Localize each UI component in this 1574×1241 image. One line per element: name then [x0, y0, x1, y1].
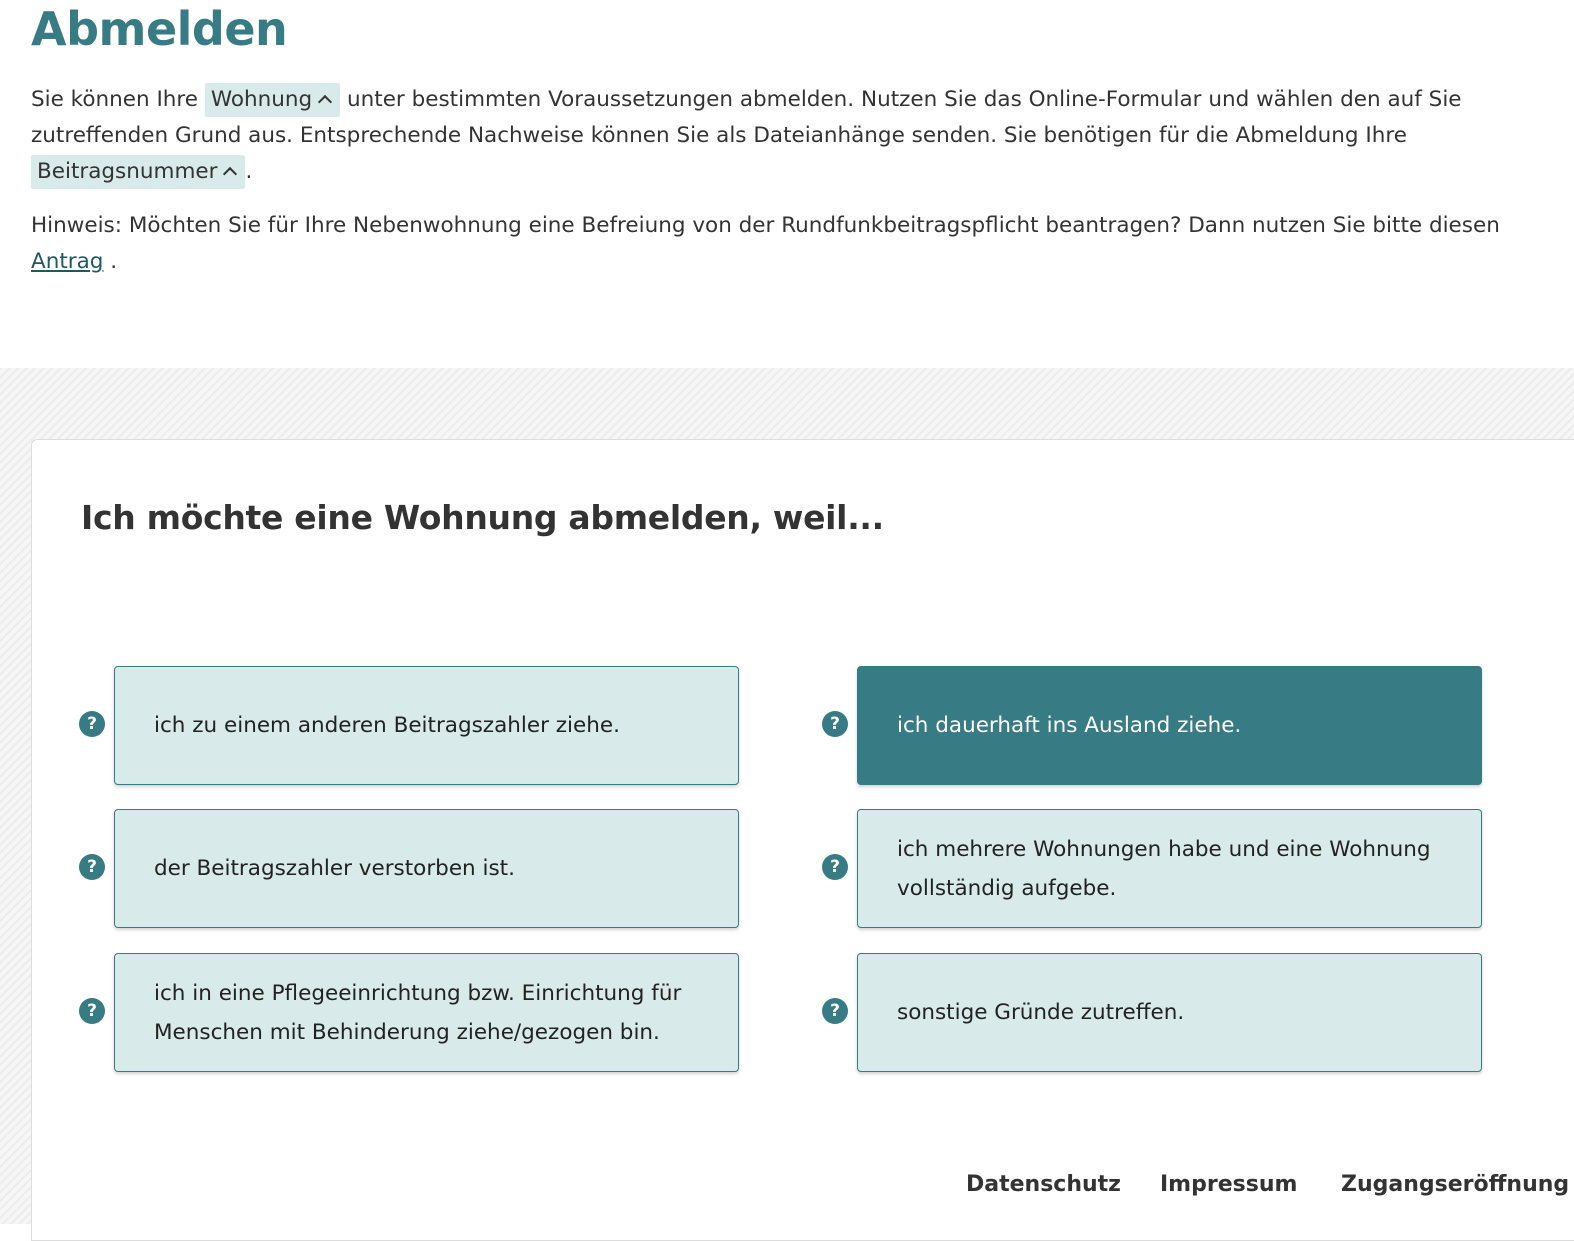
option-mehrere-wohnungen[interactable] [857, 809, 1482, 928]
help-icon[interactable]: ? [79, 711, 105, 737]
option-ausland[interactable] [857, 666, 1482, 785]
footer-link-impressum[interactable]: Impressum [1160, 1172, 1298, 1197]
option-label: ich zu einem anderen Beitragszahler ziehe. [154, 713, 620, 738]
option-anderer-beitragszahler[interactable] [114, 666, 739, 785]
help-icon[interactable]: ? [822, 711, 848, 737]
intro-section [0, 0, 1574, 368]
option-label: ich dauerhaft ins Ausland ziehe. [897, 713, 1242, 738]
form-card [31, 439, 1574, 1241]
term-beitragsnummer-label: Beitragsnummer [37, 159, 218, 184]
help-icon[interactable]: ? [822, 854, 848, 880]
option-verstorben[interactable] [114, 809, 739, 928]
option-sonstige-gruende[interactable] [857, 953, 1482, 1072]
hint-paragraph [31, 208, 1521, 280]
option-label: der Beitragszahler verstorben ist. [154, 856, 515, 881]
hint-text: Hinweis: Möchten Sie für Ihre Nebenwohnung eine Befreiung von der Rundfunkbeitragspflicht beantragen? Dann nutzen Sie bitte diesen [31, 213, 1500, 238]
option-label: sonstige Gründe zutreffen. [897, 1000, 1185, 1025]
option-label: ich mehrere Wohnungen habe und eine Wohnung vollständig aufgebe. [897, 836, 1431, 901]
term-wohnung-toggle[interactable] [205, 83, 340, 117]
form-question: Ich möchte eine Wohnung abmelden, weil... [81, 498, 884, 537]
intro-text-1: Sie können Ihre [31, 87, 205, 112]
option-pflegeeinrichtung[interactable] [114, 953, 739, 1072]
help-icon[interactable]: ? [79, 998, 105, 1024]
intro-paragraph [31, 82, 1521, 190]
hint-text-end: . [103, 249, 118, 274]
intro-text-3: . [245, 159, 253, 184]
term-beitragsnummer-toggle[interactable] [31, 155, 245, 189]
antrag-link[interactable]: Antrag [31, 249, 104, 274]
term-wohnung-label: Wohnung [210, 87, 313, 112]
footer-link-zugangseroeffnung[interactable]: Zugangseröffnung [1341, 1172, 1570, 1197]
intro-text-2: unter bestimmten Voraussetzungen abmelden. Nutzen Sie das Online-Formular und wählen den auf Sie zutreffenden Grund aus. Entsprechende Nachweise können Sie als Dateianhänge senden. Sie benötigen für die Abmeldung Ihre [31, 87, 1462, 148]
footer-link-datenschutz[interactable]: Datenschutz [966, 1172, 1121, 1197]
page-title: Abmelden [31, 2, 288, 56]
chevron-up-icon [223, 167, 237, 181]
help-icon[interactable]: ? [79, 854, 105, 880]
help-icon[interactable]: ? [822, 998, 848, 1024]
option-label: ich in eine Pflegeeinrichtung bzw. Einrichtung für Menschen mit Behinderung ziehe/gezogen bin. [154, 980, 682, 1045]
chevron-up-icon [318, 95, 332, 109]
